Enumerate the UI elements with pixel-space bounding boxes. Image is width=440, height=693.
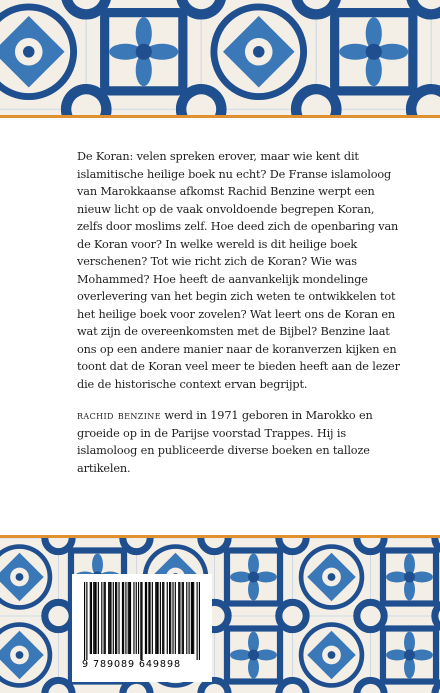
barcode-bar — [182, 582, 183, 654]
top-tile-pattern — [0, 0, 440, 115]
barcode-bar — [138, 582, 139, 654]
author-bio-text: werd in 1971 geboren in Marokko en groeide op in de Parijse voorstad Trappes. Hij is islamoloog en publiceerde diverse boeken en talloze artikelen. — [77, 409, 373, 475]
barcode-bar — [90, 582, 91, 654]
barcode-bar — [94, 582, 95, 654]
barcode-bar — [130, 582, 131, 654]
barcode-bar — [122, 582, 123, 654]
barcode-bar — [105, 582, 106, 654]
barcode-bar — [118, 582, 119, 654]
barcode-bar — [193, 582, 194, 654]
barcode-bar — [133, 582, 134, 654]
barcode-bar — [186, 582, 187, 654]
barcode-bar — [162, 582, 163, 654]
barcode-bar — [178, 582, 179, 654]
barcode-bar — [156, 582, 157, 654]
book-blurb: De Koran: velen spreken erover, maar wie kent dit islamitische heilige boek nu echt? De Franse islamoloog van Marokkaanse afkomst Rachid Benzine werpt een nieuw licht op de vaak onvoldoende begrepen Koran, zelfs door moslims zelf. Hoe deed zich de openbaring van de Koran voor? In welke wereld is dit heilige boek verschenen? Tot wie richt zich de Koran? Wie was Mohammed? Hoe heeft de aanvankelijk mondelinge overlevering van het begin zich weten te ontwikkelen tot het heilige boek voor zovelen? Wat leert ons de Koran en wat zijn de overeenkomsten met de Bijbel? Benzine laat ons op een andere manier naar de koranverzen kijken en toont dat de Koran veel meer te bieden heeft aan de lezer die de historische context ervan begrijpt. — [77, 150, 400, 391]
barcode-bar — [189, 582, 190, 654]
barcode-bar — [160, 582, 161, 654]
barcode-bar — [95, 582, 96, 654]
barcode-bar — [141, 582, 142, 660]
barcode-bar — [163, 582, 164, 654]
barcode-bar — [84, 582, 85, 660]
barcode-bar — [158, 582, 159, 654]
barcode-bar — [155, 582, 156, 654]
barcode-bar — [123, 582, 124, 654]
barcode-bar — [93, 582, 94, 654]
barcode-bar — [113, 582, 114, 654]
barcode-bar — [86, 582, 87, 660]
barcode-bar — [128, 582, 129, 654]
barcode-bar — [167, 582, 168, 654]
author-name: rachid benzine — [77, 409, 161, 422]
barcode-bar — [115, 582, 116, 654]
barcode-bar — [98, 582, 99, 654]
barcode-bar — [145, 582, 146, 654]
barcode-bar — [149, 582, 150, 654]
barcode-icon — [84, 582, 200, 660]
barcode-bar — [109, 582, 110, 654]
barcode-bar — [192, 582, 193, 654]
barcode-bar — [191, 582, 192, 654]
tile-pattern-svg — [0, 0, 440, 115]
back-cover-text — [77, 148, 403, 477]
isbn-number: 9 789089 649898 — [82, 659, 181, 670]
barcode-bar — [197, 582, 198, 660]
barcode-bar — [108, 582, 109, 654]
barcode-bar — [116, 582, 117, 654]
barcode-bar — [170, 582, 171, 654]
barcode-bar — [101, 582, 102, 654]
barcode-bar — [110, 582, 111, 654]
tile-pattern-svg — [0, 538, 440, 693]
barcode-bar — [199, 582, 200, 660]
author-bio — [77, 407, 403, 477]
bottom-tile-pattern — [0, 538, 440, 693]
barcode-bar — [91, 582, 92, 654]
barcode-bar — [169, 582, 170, 654]
barcode-bar — [179, 582, 180, 654]
barcode-bar — [129, 582, 130, 654]
barcode-bar — [175, 582, 176, 654]
barcode-bar — [146, 582, 147, 654]
barcode-area — [72, 574, 212, 682]
barcode-bar — [148, 582, 149, 654]
barcode-bar — [140, 582, 141, 660]
barcode-bar — [136, 582, 137, 654]
top-orange-border — [0, 115, 440, 118]
barcode-bar — [152, 582, 153, 654]
barcode-bar — [104, 582, 105, 654]
barcode-bar — [125, 582, 126, 654]
barcode-bar — [183, 582, 184, 654]
barcode-bar — [172, 582, 173, 654]
